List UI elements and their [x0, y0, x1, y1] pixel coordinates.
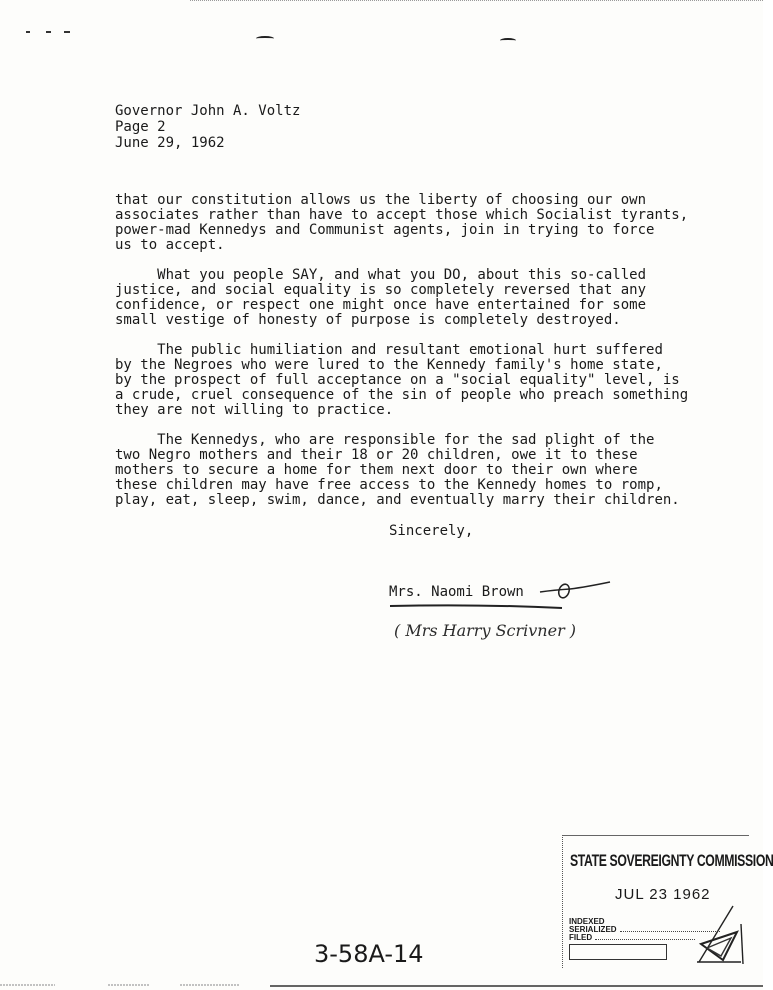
letter-header: [115, 103, 300, 151]
body-paragraph-3: The public humiliation and resultant emotional hurt suffered by the Negroes who were lured to the Kennedy family's home state, by the prospect of full acceptance on a "social equality" level, is a crude, cruel consequence of the sin of people who preach something they are not willing to practice.: [115, 342, 689, 418]
stamp-box: [569, 944, 667, 960]
bottom-edge-rules: [0, 984, 763, 988]
page-number-line: Page 2: [115, 119, 166, 135]
pen-flourish-icon: [536, 578, 616, 602]
body-paragraph-2: What you people SAY, and what you DO, about this so-called justice, and social equality is so completely reversed that any confidence, or respect one might once have entertained for some small vestige of honesty of purpose is completely destroyed.: [115, 267, 647, 328]
stamp-field-serialized: SERIALIZED: [569, 926, 720, 934]
handwritten-file-number: [312, 934, 462, 968]
punch-mark-right: [500, 38, 516, 43]
stamp-field-filed: FILED: [569, 934, 720, 942]
pencil-scribble-icon: [693, 904, 747, 966]
svg-text:3-58A-14: 3-58A-14: [314, 940, 424, 968]
svg-text:( Mrs Harry Scrivner ): ( Mrs Harry Scrivner ): [394, 621, 577, 640]
stamp-field-indexed: INDEXED: [569, 917, 605, 926]
closing-salutation: Sincerely,: [389, 523, 474, 539]
body-paragraph-1: that our constitution allows us the liberty of choosing our own associates rather than have to accept those which Socialist tyrants, power-mad Kennedys and Communist agents, join in trying to force us to accept.: [115, 192, 689, 253]
stamp-title: STATE SOVEREIGNTY COMMISSION: [570, 851, 773, 870]
signer-name: Mrs. Naomi Brown: [389, 584, 524, 600]
top-edge-dots: [190, 0, 763, 3]
letter-body: [115, 193, 735, 523]
commission-stamp: [562, 835, 773, 968]
punch-mark-left: [256, 36, 274, 41]
stamp-date: JUL 23 1962: [615, 886, 711, 903]
handwritten-annotation: [392, 614, 602, 654]
date-line: June 29, 1962: [115, 135, 225, 151]
recipient-line: Governor John A. Voltz: [115, 103, 301, 119]
corner-marks: [26, 31, 76, 35]
signature-underline: [388, 603, 564, 611]
body-paragraph-4: The Kennedys, who are responsible for the sad plight of the two Negro mothers and their 18 or 20 children, owe it to these mothers to secure a home for them next door to their own where these children may have free access to the Kennedy homes to romp, play, eat, sleep, swim, dance, and eventually marry their children.: [115, 432, 680, 508]
